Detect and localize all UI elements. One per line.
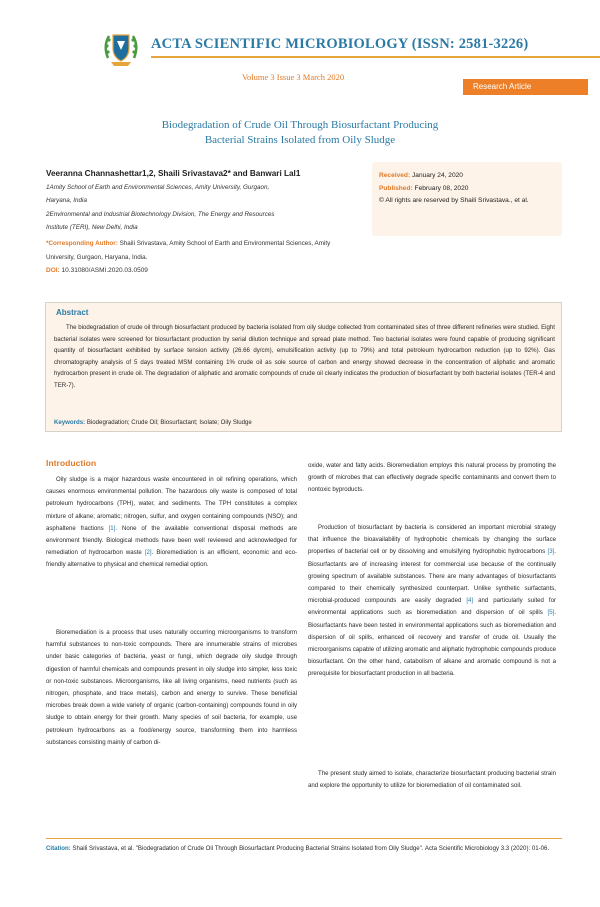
received-value: January 24, 2020 [412,172,463,179]
affiliation-line: Institute (TERI), New Delhi, India [46,224,138,231]
header-divider [151,56,600,58]
journal-shield-logo-icon [101,28,141,68]
dates-box [372,162,562,236]
keywords-text: Biodegradation; Crude Oil; Biosurfactant; Isolate; Oily Sludge [86,419,252,426]
corresponding-author [46,237,346,264]
intro-paragraph [46,474,297,572]
intro-paragraph: The present study aimed to isolate, characterize biosurfactant producing bacterial strain and explore the opportunity to utilize for bioremediation of oil contaminated soil. [308,770,556,790]
corresponding-author-text: Shaili Srivastava, Amity School of Earth and Environmental Sciences, Amity University, Gurgaon, Haryana, India. [46,240,331,261]
affiliation-line: 1Amity School of Earth and Environmental Sciences, Amity University, Gurgaon, [46,184,270,191]
abstract-title: Abstract [56,308,89,317]
keywords [54,419,252,426]
citation-text: Shaili Srivastava, et al. "Biodegradation of Crude Oil Through Biosurfactant Producing Bacterial Strains Isolated from Oily Sludge". Acta Scientific Microbiology 3.3 (2020): 01-06. [72,845,550,852]
published-value: February 08, 2020 [414,184,469,192]
issue-volume: Volume 3 Issue 3 March 2020 [242,72,345,82]
paragraph-text: Oily sludge is a major hazardous waste encountered in oil refining operations, which causes enormous environmental pollution. The hazardous oily waste is composed of total petroleum hydrocarbons (TPH), water, and sediments. The TPH constitutes a complex mixture of alkane; aromatic; nitrogen, sulfur, and oxygen containing compounds (NSO); and asphaltene fractions [46,476,297,532]
affiliation-line: Haryana, India [46,197,87,204]
reference-link[interactable]: [1] [108,524,116,532]
rights-statement: © All rights are reserved by Shaili Srivastava., et al. [379,197,529,204]
reference-link[interactable]: [2] [144,549,152,557]
published-date [379,183,555,196]
journal-header [0,0,600,96]
doi-link[interactable]: 10.31080/ASMI.2020.03.0509 [61,267,148,274]
doi-label: DOI: [46,267,60,274]
abstract-text: The biodegradation of crude oil through biosurfactant produced by bacteria isolated from oily sludge collected from contaminated sites of three different refineries were studied. Eight bacterial isolates were screened for biosurfactant production by serial dilution technique and spread plate method. Two bacterial isolates were found capable of producing significant quantity of biosurfactant exhibited by surface tension activity (26.66 dy/cm), emulsification activity (up to 79%) and total petroleum hydrocarbon reduction (up to 92%). Gas chromatography analysis of 5 days treated MSM containing 1% crude oil as sole source of carbon and energy showed decrease in the concentration of aliphatic and aromatic hydrocarbon present in crude oil. The degradation of aliphatic and aromatic compounds of crude oil clearly indicates the production of biosurfactant by both bacterial isolates (TER-4 and TER-7). [54,324,555,389]
keywords-label: Keywords: [54,419,86,426]
article-title [100,118,500,148]
affiliation-line: 2Environmental and Industrial Biotechnology Division, The Energy and Resources [46,211,275,218]
affiliation-1 [46,181,346,207]
footer-divider [46,838,562,839]
paragraph-text: . Biosurfactants are of increasing interest for commercial use because of the continually growing spectrum of available substances. There are many advantages of biosurfactants compared to their chemically synthesized counterpart. Unlike synthetic surfactants, microbial-produced compounds are easily degraded [308,548,556,605]
affiliation-2 [46,208,346,234]
abstract-box [45,302,562,432]
author-list: Veeranna Channashettar1,2, Shaili Srivastava2* and Banwari Lal1 [46,169,301,178]
journal-title: ACTA SCIENTIFIC MICROBIOLOGY (ISSN: 2581-3226) [151,36,529,52]
reference-link[interactable]: [5] [547,609,555,617]
article-title-line: Bacterial Strains Isolated from Oily Sludge [204,134,396,146]
paragraph-text: . None of the available conventional disposal methods are environment friendly. Biological methods have been well reviewed and acknowledged for remediation of hydrocarbon waste [46,524,298,557]
article-type-badge: Research Article [463,79,588,95]
received-label: Received: [379,172,411,179]
corresponding-author-label: *Corresponding Author: [46,240,118,247]
reference-link[interactable]: [3] [547,548,555,556]
paragraph-text: Production of biosurfactant by bacteria is considered an important microbial strategy that influence the bioavailability of hydrophobic chemicals by changing the surface properties of bacterial cell or by dissolving and emulsifying hydrophobic hydrocarbons [308,524,556,556]
intro-paragraph-continued: oxide, water and fatty acids. Bioremediation employs this natural process by promoting the growth of microbes that can effectively degrade specific contaminants and convert them to nontoxic byproducts. [308,462,556,494]
received-date [379,170,555,183]
introduction-heading: Introduction [46,458,97,468]
paragraph-text: and particularly suited for environmental applications such as bioremediation and dispersion of oil spills [308,597,556,617]
paragraph-text: . Biosurfactants have been tested in environmental applications such as bioremediation and dispersion of oil spills, enhanced oil recovery and transfer of crude oil. Usually the microorganisms capable of utilizing aromatic and aliphatic hydrophobic compounds produce biosurfactant. On the other hand, catabolism of alkane and aromatic compound is not a prerequisite for biosurfactant production in all bacteria. [308,609,556,678]
published-label: Published: [379,184,413,192]
doi [46,267,148,274]
citation-footer [46,843,562,854]
intro-paragraph [308,522,556,681]
intro-paragraph: Bioremediation is a process that uses naturally occurring microorganisms to transform harmful substances to non-toxic compounds. There are innumerable strains of microbes under basic categories of bacteria, yeast or fungi, which degrade oily sludge through digestion of harmful chemicals and compounds present in oily sludge into simpler, less toxic or non-toxic substances. Microorganisms, like all living organisms, need nutrients (such as nitrogen, phosphate, and trace metals), carbon and energy to survive. These beneficial microbes break down a wide variety of organic (carbon-containing) compounds found in oily sludge to obtain energy for their growth. Many species of soil bacteria, for example, use petroleum hydrocarbons as a food/energy source, transforming them into harmless substances consisting mainly of carbon di- [46,629,297,746]
article-title-line: Biodegradation of Crude Oil Through Biosurfactant Producing [161,119,439,131]
reference-link[interactable]: [4] [466,597,474,605]
paragraph-text: . Bioremediation is an efficient, economic and eco-friendly alternative to physical and chemical remedial option. [46,549,297,569]
citation-label: Citation: [46,845,71,852]
